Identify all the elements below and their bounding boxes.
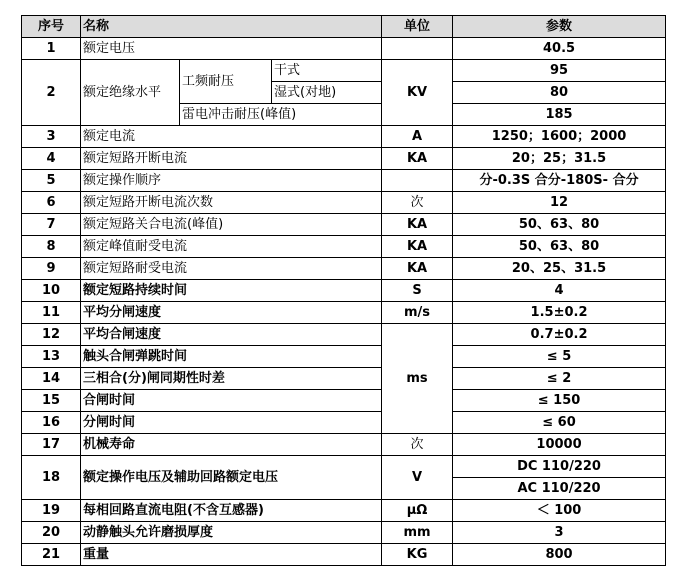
row-no: 17 (22, 434, 81, 456)
row-value: 10000 (453, 434, 666, 456)
row-unit: 次 (382, 434, 453, 456)
row-value: DC 110/220 (453, 456, 666, 478)
row-unit: m/s (382, 302, 453, 324)
table-row (22, 60, 666, 82)
table-row (22, 214, 666, 236)
row-value: 20、25、31.5 (453, 258, 666, 280)
row-unit: S (382, 280, 453, 302)
row-no: 4 (22, 148, 81, 170)
row-name: 额定短路持续时间 (81, 280, 382, 302)
row-name: 额定短路耐受电流 (81, 258, 382, 280)
row-value: 1250；1600；2000 (453, 126, 666, 148)
table-row (22, 434, 666, 456)
row-unit: μΩ (382, 500, 453, 522)
row-value: 80 (453, 82, 666, 104)
row-no: 13 (22, 346, 81, 368)
table-row (22, 258, 666, 280)
table-row (22, 456, 666, 478)
row-name: 分闸时间 (81, 412, 382, 434)
row-name: 额定操作电压及辅助回路额定电压 (81, 456, 382, 500)
row-name: 合闸时间 (81, 390, 382, 412)
row-value: ≤ 60 (453, 412, 666, 434)
table-row (22, 126, 666, 148)
row-no: 2 (22, 60, 81, 126)
row-no: 12 (22, 324, 81, 346)
header-row (22, 16, 666, 38)
row-unit: V (382, 456, 453, 500)
row-value: 50、63、80 (453, 214, 666, 236)
row-value: 50、63、80 (453, 236, 666, 258)
row-value: 分-0.3S 合分-180S- 合分 (453, 170, 666, 192)
row-value: 95 (453, 60, 666, 82)
row-name: 重量 (81, 544, 382, 566)
row-value: 0.7±0.2 (453, 324, 666, 346)
row-unit: KA (382, 214, 453, 236)
row-name: 三相合(分)闸同期性时差 (81, 368, 382, 390)
row-sub-name: 雷电冲击耐压(峰值) (180, 104, 382, 126)
table-row (22, 324, 666, 346)
row-unit (382, 38, 453, 60)
row-name: 额定短路开断电流 (81, 148, 382, 170)
row-name: 额定操作顺序 (81, 170, 382, 192)
row-no: 21 (22, 544, 81, 566)
table-row (22, 346, 666, 368)
spec-table (21, 15, 666, 566)
row-name: 额定电流 (81, 126, 382, 148)
row-value: ≤ 2 (453, 368, 666, 390)
table-row (22, 280, 666, 302)
row-sub-sub-name: 湿式(对地) (272, 82, 382, 104)
row-no: 3 (22, 126, 81, 148)
row-unit: ms (382, 324, 453, 434)
row-name: 额定峰值耐受电流 (81, 236, 382, 258)
row-name: 额定电压 (81, 38, 382, 60)
row-no: 8 (22, 236, 81, 258)
row-no: 5 (22, 170, 81, 192)
table-row (22, 390, 666, 412)
row-name: 额定绝缘水平 (81, 60, 180, 126)
row-sub-name: 工频耐压 (180, 60, 272, 104)
row-value: 185 (453, 104, 666, 126)
table-row (22, 236, 666, 258)
header-name: 名称 (81, 16, 382, 38)
row-no: 20 (22, 522, 81, 544)
row-unit: KA (382, 236, 453, 258)
table-row (22, 148, 666, 170)
row-unit: KA (382, 258, 453, 280)
row-no: 11 (22, 302, 81, 324)
row-no: 7 (22, 214, 81, 236)
row-value: 20；25；31.5 (453, 148, 666, 170)
row-unit: A (382, 126, 453, 148)
row-name: 每相回路直流电阻(不含互感器) (81, 500, 382, 522)
table-row (22, 412, 666, 434)
row-name: 机械寿命 (81, 434, 382, 456)
row-name: 触头合闸弹跳时间 (81, 346, 382, 368)
row-name: 平均分闸速度 (81, 302, 382, 324)
header-no: 序号 (22, 16, 81, 38)
table-row (22, 522, 666, 544)
row-value: AC 110/220 (453, 478, 666, 500)
row-unit: KA (382, 148, 453, 170)
row-value: 12 (453, 192, 666, 214)
row-name: 平均合闸速度 (81, 324, 382, 346)
row-no: 1 (22, 38, 81, 60)
row-name: 额定短路关合电流(峰值) (81, 214, 382, 236)
table-row (22, 38, 666, 60)
table-row (22, 170, 666, 192)
row-unit: mm (382, 522, 453, 544)
row-value: 4 (453, 280, 666, 302)
row-name: 额定短路开断电流次数 (81, 192, 382, 214)
table-row (22, 544, 666, 566)
row-no: 14 (22, 368, 81, 390)
row-no: 15 (22, 390, 81, 412)
row-unit (382, 170, 453, 192)
row-no: 18 (22, 456, 81, 500)
row-no: 19 (22, 500, 81, 522)
row-no: 6 (22, 192, 81, 214)
row-value: 1.5±0.2 (453, 302, 666, 324)
row-no: 16 (22, 412, 81, 434)
table-row (22, 302, 666, 324)
row-sub-sub-name: 干式 (272, 60, 382, 82)
row-unit: KV (382, 60, 453, 126)
row-value: ≤ 5 (453, 346, 666, 368)
row-name: 动静触头允许磨损厚度 (81, 522, 382, 544)
row-value: ≤ 150 (453, 390, 666, 412)
table-row (22, 368, 666, 390)
row-unit: KG (382, 544, 453, 566)
row-no: 10 (22, 280, 81, 302)
row-value: ＜ 100 (453, 500, 666, 522)
table-row (22, 500, 666, 522)
row-value: 40.5 (453, 38, 666, 60)
table-row (22, 192, 666, 214)
row-unit: 次 (382, 192, 453, 214)
header-value: 参数 (453, 16, 666, 38)
row-no: 9 (22, 258, 81, 280)
header-unit: 单位 (382, 16, 453, 38)
row-value: 3 (453, 522, 666, 544)
row-value: 800 (453, 544, 666, 566)
